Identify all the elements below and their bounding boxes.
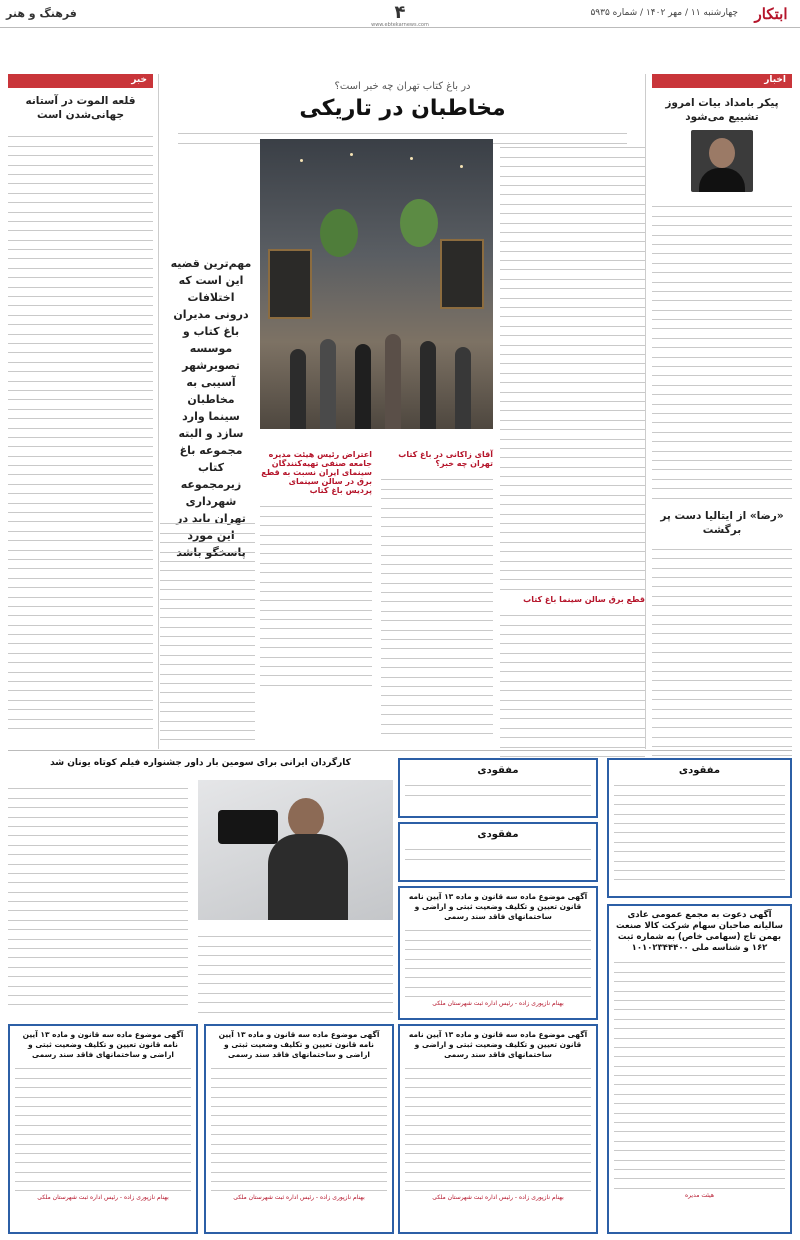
subhead-protest: اعتراض رئیس هیئت مدیره جامعه صنفی تهیه‌کنندگان سینمای ایران نسبت به قطع برق در سالن سینمای پردیس باغ کتاب <box>261 450 372 495</box>
ad-signature: بهنام نازپوری زاده - رئیس اداره ثبت شهرستان ملکی <box>37 1194 169 1202</box>
ad-title: آگهی دعوت به مجمع عمومی عادی سالیانه صاحبان سهام شرکت کالا صنعت بهمن تاج (سهامی خاص) به شماره ثبت ۱۶۲ و شناسه ملی ۱۰۱۰۲۳۴۴۴۰۰ <box>616 910 783 953</box>
news-body-1 <box>652 198 792 499</box>
ad-lost-2 <box>398 758 598 818</box>
right-section-bar <box>652 74 792 88</box>
divider-left <box>158 74 159 749</box>
ad-land-3 <box>204 1024 394 1234</box>
left-section-label: خبر <box>131 75 147 85</box>
short-film-body-right <box>198 928 393 1013</box>
ad-signature: بهنام نازپوری زاده - رئیس اداره ثبت شهرستان ملکی <box>233 1194 365 1202</box>
portrait-photo <box>691 130 753 192</box>
short-film-body-left <box>8 780 188 1005</box>
left-news-column <box>8 92 153 747</box>
ad-title: آگهی موضوع ماده سه قانون و ماده ۱۳ آیین نامه قانون تعیین و تکلیف وضعیت ثبتی و اراضی و ساختمانهای فاقد سند رسمی <box>22 1030 184 1059</box>
ad-land-1 <box>398 886 598 1020</box>
feature-column-1 <box>500 139 645 757</box>
subhead-power-cut: قطع برق سالن سینما باغ کتاب <box>523 594 645 604</box>
ad-land-4 <box>8 1024 198 1234</box>
pull-quote: مهم‌ترین قضیه این است که اختلافات درونی مدیران باغ کتاب و موسسه تصویرشهر آسیبی به مخاطبان سینما وارد سازد و البته مجموعه باغ کتاب زیرمجموعه شهرداری تهران باید در این مورد پاسخگو باشد <box>170 257 252 559</box>
divider-right <box>645 74 646 749</box>
short-film-headline[interactable]: کارگردان ایرانی برای سومین بار داور جشنواره فیلم کوتاه یونان شد <box>50 758 351 768</box>
issue-date: چهارشنبه ۱۱ / مهر ۱۴۰۲ / شماره ۵۹۳۵ <box>590 8 738 18</box>
masthead <box>0 0 800 28</box>
page-number: ۴ <box>394 2 406 23</box>
left-news-headline[interactable]: قلعه الموت در آستانه جهانی‌شدن است <box>25 95 136 121</box>
ad-title: مفقودی <box>477 829 519 840</box>
horizontal-divider <box>8 750 792 751</box>
ad-meeting-invite <box>607 904 792 1234</box>
section-title: فرهنگ و هنر <box>6 7 77 20</box>
ad-lost-1 <box>607 758 792 898</box>
feature-kicker: در باغ کتاب تهران چه خبر است؟ <box>334 81 471 92</box>
ad-title: آگهی موضوع ماده سه قانون و ماده ۱۳ آیین نامه قانون تعیین و تکلیف وضعیت ثبتی و اراضی و ساختمانهای فاقد سند رسمی <box>408 1030 588 1059</box>
subhead-zakani: آقای زاکانی در باغ کتاب تهران چه خبر؟ <box>398 450 493 468</box>
short-film-article <box>8 758 393 1018</box>
ad-title: آگهی موضوع ماده سه قانون و ماده ۱۳ آیین نامه قانون تعیین و تکلیف وضعیت ثبتی و اراضی و ساختمانهای فاقد سند رسمی <box>218 1030 380 1059</box>
ad-lost-3 <box>398 822 598 882</box>
ad-signature: بهنام نازپوری زاده - رئیس اداره ثبت شهرستان ملکی <box>432 1000 564 1008</box>
feature-article <box>160 75 645 745</box>
website-url[interactable]: www.ebtekarnews.com <box>371 22 429 28</box>
ad-signature: بهنام نازپوری زاده - رئیس اداره ثبت شهرستان ملکی <box>432 1194 564 1202</box>
ad-signature: هیئت مدیره <box>684 1191 715 1199</box>
news-headline-2[interactable]: «رضا» از ایتالیا دست پر برگشت <box>660 509 784 536</box>
director-photo <box>198 780 393 920</box>
ad-land-2 <box>398 1024 598 1234</box>
right-section-label: اخبار <box>764 75 786 85</box>
newspaper-logo: ابتکار <box>754 5 788 23</box>
right-news-column <box>652 92 792 747</box>
left-news-body <box>8 128 153 729</box>
ad-title: آگهی موضوع ماده سه قانون و ماده ۱۳ آیین نامه قانون تعیین و تکلیف وضعیت ثبتی و اراضی و ساختمانهای فاقد سند رسمی <box>408 892 588 921</box>
ad-title: مفقودی <box>477 765 519 776</box>
feature-column-left <box>160 515 255 740</box>
news-headline-1[interactable]: پیکر بامداد بیات امروز تشییع می‌شود <box>665 97 779 123</box>
feature-lower-columns <box>260 445 493 734</box>
ad-title: مفقودی <box>678 765 721 776</box>
feature-headline[interactable]: مخاطبان در تاریکی <box>299 96 506 121</box>
bookgarden-photo <box>260 139 493 429</box>
left-section-bar <box>8 74 153 88</box>
news-body-2 <box>652 541 792 766</box>
